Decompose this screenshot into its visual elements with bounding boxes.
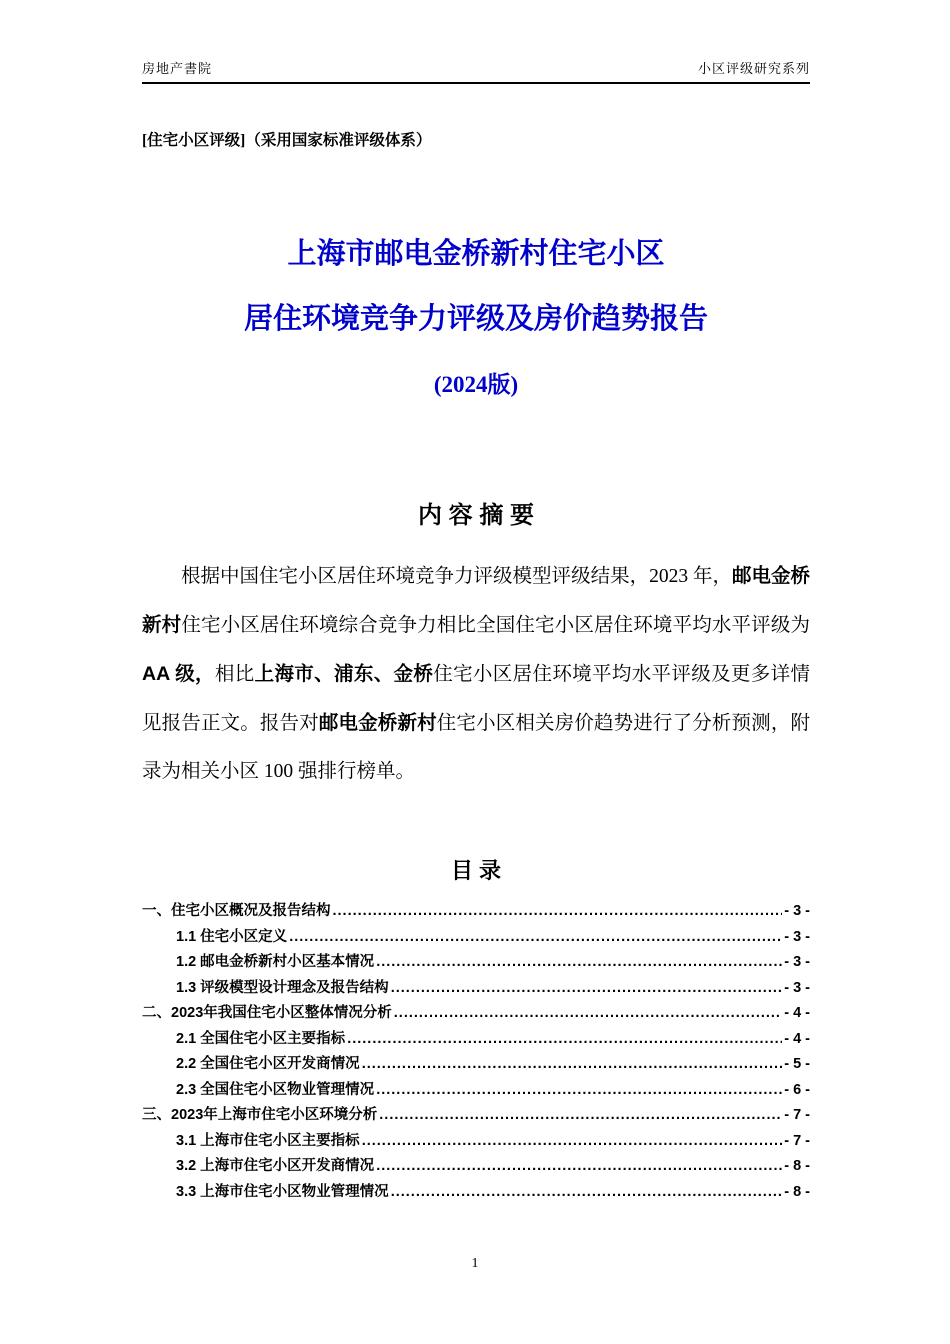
toc-entry-label: 1.2 邮电金桥新村小区基本情况 [176, 954, 375, 970]
toc-dot-leader [362, 1129, 783, 1155]
page-footer [0, 1256, 950, 1272]
toc-entry[interactable] [142, 1103, 810, 1129]
toc-entry[interactable] [142, 925, 810, 951]
toc-entry-page-number: - 8 - [784, 1183, 810, 1200]
toc-dot-leader [391, 976, 783, 1002]
toc-entry[interactable] [142, 1052, 810, 1078]
report-title-line1: 上海市邮电金桥新村住宅小区 [287, 238, 665, 270]
toc-entry-page-number: - 3 - [784, 954, 810, 970]
table-of-contents [142, 899, 810, 1205]
header-left-text: 房地产書院 [142, 61, 213, 76]
abstract-paragraph: 根据中国住宅小区居住环境竞争力评级模型评级结果，2023 年，邮电金桥新村住宅小区居住环境综合竞争力相比全国住宅小区居住环境平均水平评级为AA 级，相比上海市、浦东、金桥住宅小区居住环境平均水平评级及更多详情见报告正文。报告对邮电金桥新村住宅小区相关房价趋势进行了分析预测，附录为相关小区 100 强排行榜单。 [142, 565, 810, 782]
toc-entry[interactable] [142, 1078, 810, 1104]
toc-entry[interactable] [142, 1001, 810, 1027]
toc-entry-page-number: - 3 - [784, 928, 810, 945]
toc-entry[interactable] [142, 899, 810, 925]
toc-entry-label: 3.3 上海市住宅小区物业管理情况 [176, 1183, 389, 1200]
toc-entry-label: 二、2023年我国住宅小区整体情况分析 [142, 1005, 392, 1021]
header-divider [142, 82, 810, 84]
toc-entry[interactable] [142, 1180, 810, 1206]
rating-system-tagline: [住宅小区评级]（采用国家标准评级体系） [142, 132, 432, 149]
toc-entry-label: 三、2023年上海市住宅小区环境分析 [142, 1107, 378, 1123]
toc-entry[interactable] [142, 1129, 810, 1155]
toc-heading: 目 录 [450, 858, 502, 883]
toc-dot-leader [333, 899, 783, 925]
toc-dot-leader [289, 925, 782, 951]
toc-entry-label: 3.2 上海市住宅小区开发商情况 [176, 1158, 375, 1174]
toc-entry[interactable] [142, 1154, 810, 1180]
toc-entry-label: 1.1 住宅小区定义 [176, 928, 288, 945]
toc-entry-label: 2.3 全国住宅小区物业管理情况 [176, 1081, 375, 1098]
toc-entry[interactable] [142, 950, 810, 976]
toc-entry-label: 一、住宅小区概况及报告结构 [142, 903, 331, 919]
toc-entry-page-number: - 7 - [784, 1107, 810, 1123]
toc-entry-page-number: - 8 - [784, 1158, 810, 1174]
toc-dot-leader [391, 1180, 783, 1206]
header-right-text: 小区评级研究系列 [697, 61, 810, 76]
toc-entry-label: 2.1 全国住宅小区主要指标 [176, 1030, 346, 1047]
toc-entry-label: 3.1 上海市住宅小区主要指标 [176, 1132, 360, 1149]
toc-entry-page-number: - 3 - [784, 903, 810, 919]
toc-entry-page-number: - 4 - [784, 1030, 810, 1047]
report-title-block [142, 222, 810, 417]
toc-entry-page-number: - 7 - [784, 1132, 810, 1149]
toc-entry[interactable] [142, 976, 810, 1002]
page-number: 1 [471, 1256, 479, 1271]
abstract-heading: 内 容 摘 要 [417, 502, 534, 529]
toc-entry-page-number: - 3 - [784, 979, 810, 996]
toc-entry-page-number: - 4 - [784, 1005, 810, 1021]
page-header [142, 58, 810, 77]
toc-dot-leader [376, 1154, 782, 1180]
toc-dot-leader [362, 1052, 783, 1078]
report-title-line2: 居住环境竞争力评级及房价趋势报告 [243, 303, 708, 335]
toc-dot-leader [379, 1103, 782, 1129]
toc-dot-leader [394, 1001, 782, 1027]
toc-dot-leader [376, 1078, 782, 1104]
toc-entry[interactable] [142, 1027, 810, 1053]
toc-dot-leader [347, 1027, 782, 1053]
report-edition: (2024版) [433, 372, 519, 397]
toc-dot-leader [376, 950, 782, 976]
toc-entry-page-number: - 5 - [784, 1056, 810, 1072]
toc-entry-label: 2.2 全国住宅小区开发商情况 [176, 1056, 360, 1072]
toc-entry-page-number: - 6 - [784, 1081, 810, 1098]
toc-entry-label: 1.3 评级模型设计理念及报告结构 [176, 979, 389, 996]
